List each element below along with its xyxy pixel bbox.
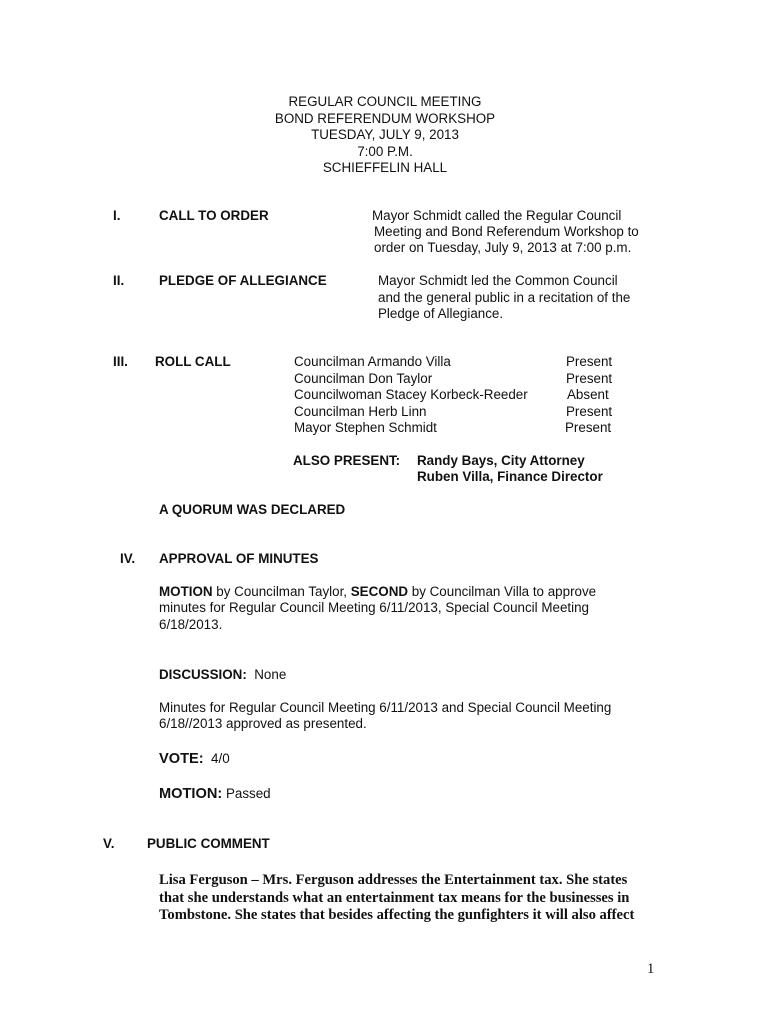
vote-line — [159, 751, 230, 768]
roll-name: Mayor Stephen Schmidt — [294, 420, 437, 435]
motion-result-label: MOTION: — [159, 786, 223, 802]
roll-status: Absent — [567, 387, 609, 402]
header-time: 7:00 P.M. — [357, 143, 413, 159]
also-present-name: Ruben Villa, Finance Director — [417, 469, 603, 484]
section-title: PLEDGE OF ALLEGIANCE — [159, 273, 327, 288]
section-text-line: Mayor Schmidt called the Regular Council — [372, 208, 622, 223]
section-title: CALL TO ORDER — [159, 208, 269, 223]
roll-name: Councilman Armando Villa — [294, 354, 451, 369]
section-title: APPROVAL OF MINUTES — [159, 551, 319, 566]
meeting-header — [0, 94, 770, 177]
section-number: I. — [113, 208, 121, 223]
roll-name: Councilman Don Taylor — [294, 371, 433, 386]
roll-status: Present — [566, 404, 613, 419]
section-title: ROLL CALL — [155, 354, 231, 369]
roll-name: Councilwoman Stacey Korbeck-Reeder — [294, 387, 528, 402]
section-text-line: Meeting and Bond Referendum Workshop to — [374, 224, 639, 239]
header-title: REGULAR COUNCIL MEETING — [288, 94, 482, 109]
discussion-value: None — [254, 667, 287, 682]
discussion-line — [159, 667, 286, 684]
section-number: III. — [113, 354, 128, 369]
header-date: TUESDAY, JULY 9, 2013 — [311, 127, 459, 142]
section-text-line: Pledge of Allegiance. — [378, 306, 504, 321]
quorum-declaration: A QUORUM WAS DECLARED — [159, 502, 346, 517]
vote-label: VOTE: — [159, 751, 204, 767]
comment-line: that she understands what an entertainment tax means for the businesses in — [159, 890, 630, 906]
second-label: SECOND — [350, 584, 409, 599]
section-text-line: and the general public in a recitation of the — [378, 290, 631, 305]
section-number: II. — [113, 273, 125, 288]
also-present-label: ALSO PRESENT: — [293, 453, 401, 468]
roll-status: Present — [566, 371, 613, 386]
header-subtitle: BOND REFERENDUM WORKSHOP — [274, 110, 496, 126]
discussion-label: DISCUSSION: — [159, 667, 247, 682]
section-title: PUBLIC COMMENT — [147, 836, 270, 851]
motion-label: MOTION — [159, 584, 213, 599]
motion-text: by Councilman Villa to approve — [408, 584, 597, 599]
roll-status: Present — [565, 420, 612, 435]
motion-line: minutes for Regular Council Meeting 6/11/2013, Special Council Meeting — [159, 600, 589, 615]
minutes-line: Minutes for Regular Council Meeting 6/11/2013 and Special Council Meeting — [159, 700, 612, 715]
minutes-line: 6/18//2013 approved as presented. — [159, 716, 367, 731]
roll-name: Councilman Herb Linn — [294, 404, 427, 419]
section-text-line: order on Tuesday, July 9, 2013 at 7:00 p.m. — [374, 240, 632, 255]
comment-line: Tombstone. She states that besides affecting the gunfighters it will also affect — [159, 907, 635, 923]
motion-line — [159, 584, 596, 601]
motion-text: by Councilman Taylor, — [212, 584, 351, 599]
motion-result-value: Passed — [225, 786, 271, 801]
section-number: IV. — [120, 551, 136, 566]
section-number: V. — [103, 836, 115, 851]
vote-value: 4/0 — [211, 751, 230, 766]
header-location: SCHIEFFELIN HALL — [322, 160, 448, 175]
motion-result-line — [159, 786, 271, 803]
motion-line: 6/18/2013. — [159, 617, 223, 632]
section-text-line: Mayor Schmidt led the Common Council — [378, 273, 618, 288]
page-number: 1 — [647, 961, 655, 977]
also-present-name: Randy Bays, City Attorney — [417, 453, 585, 468]
roll-status: Present — [566, 354, 613, 369]
comment-line: Lisa Ferguson – Mrs. Ferguson addresses the Entertainment tax. She states — [159, 872, 628, 888]
